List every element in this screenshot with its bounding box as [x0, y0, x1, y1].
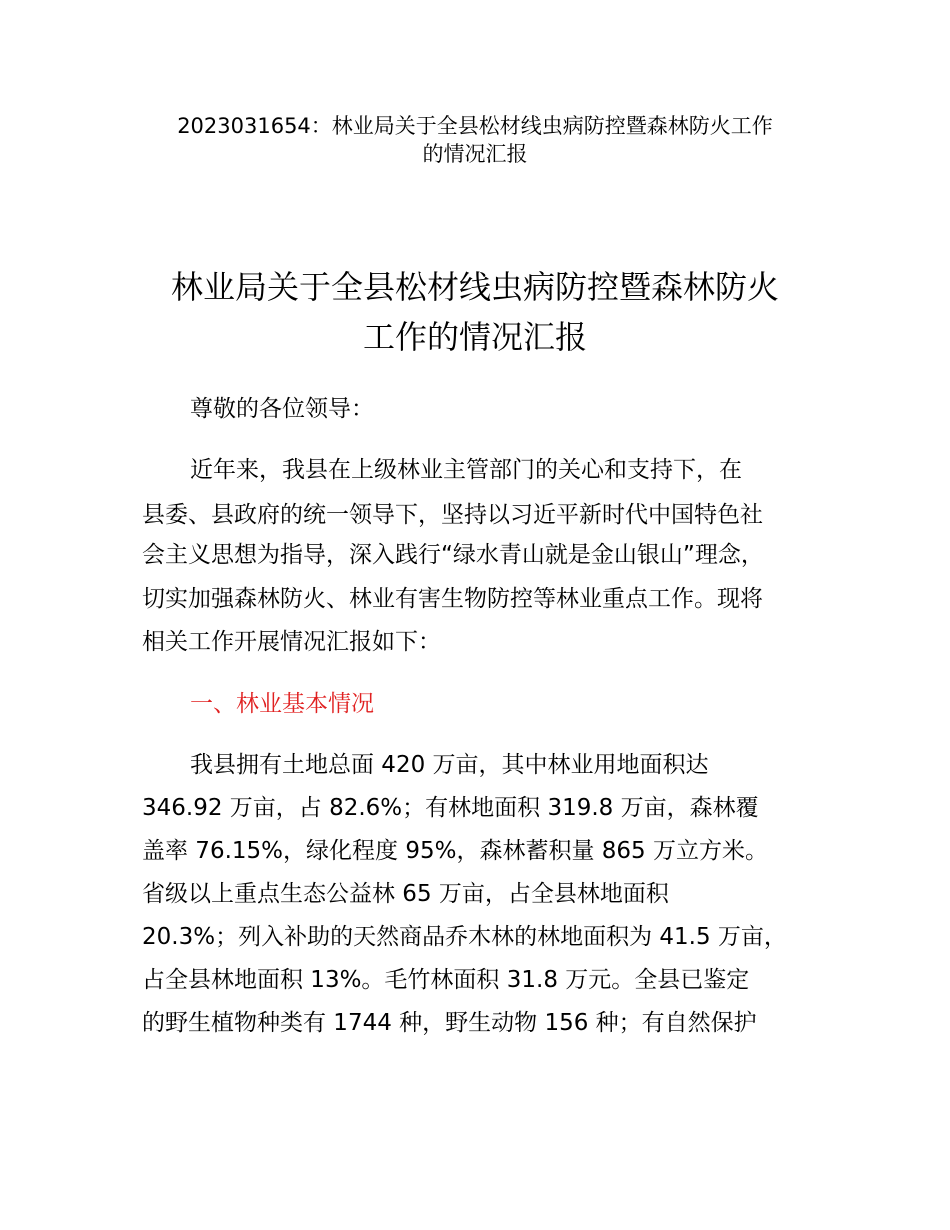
section-1-line-2: 346.92 万亩，占 82.6%；有林地面积 319.8 万亩，森林覆	[142, 795, 759, 821]
section-1-line-7: 的野生植物种类有 1744 种，野生动物 156 种；有自然保护	[142, 1010, 757, 1036]
intro-line-1: 近年来，我县在上级林业主管部门的关心和支持下，在	[190, 457, 742, 483]
title-line-1: 林业局关于全县松材线虫病防控暨森林防火	[170, 268, 779, 306]
section-1-line-3: 盖率 76.15%，绿化程度 95%，森林蓄积量 865 万立方米。	[142, 838, 768, 864]
intro-line-3: 会主义思想为指导，深入践行“绿水青山就是金山银山”理念，	[142, 542, 764, 568]
intro-line-5: 相关工作开展情况汇报如下：	[142, 629, 441, 655]
title-line-2: 工作的情况汇报	[362, 318, 587, 356]
intro-line-2: 县委、县政府的统一领导下，坚持以习近平新时代中国特色社	[142, 502, 763, 528]
section-1-line-6: 占全县林地面积 13%。毛竹林面积 31.8 万元。全县已鉴定	[142, 967, 750, 993]
salutation: 尊敬的各位领导：	[190, 396, 374, 422]
header-line-1: 2023031654：林业局关于全县松材线虫病防控暨森林防火工作	[177, 114, 773, 138]
header-line-2: 的情况汇报	[422, 142, 528, 166]
section-1-line-4: 省级以上重点生态公益林 65 万亩，占全县林地面积	[142, 881, 669, 907]
intro-line-4: 切实加强森林防火、林业有害生物防控等林业重点工作。现将	[142, 586, 763, 612]
section-1-heading: 一、林业基本情况	[190, 691, 374, 717]
section-1-line-1: 我县拥有土地总面 420 万亩，其中林业用地面积达	[190, 752, 709, 778]
document-header	[120, 112, 830, 168]
section-1-line-5: 20.3%；列入补助的天然商品乔木林的林地面积为 41.5 万亩，	[142, 924, 787, 950]
document-title	[110, 262, 840, 362]
